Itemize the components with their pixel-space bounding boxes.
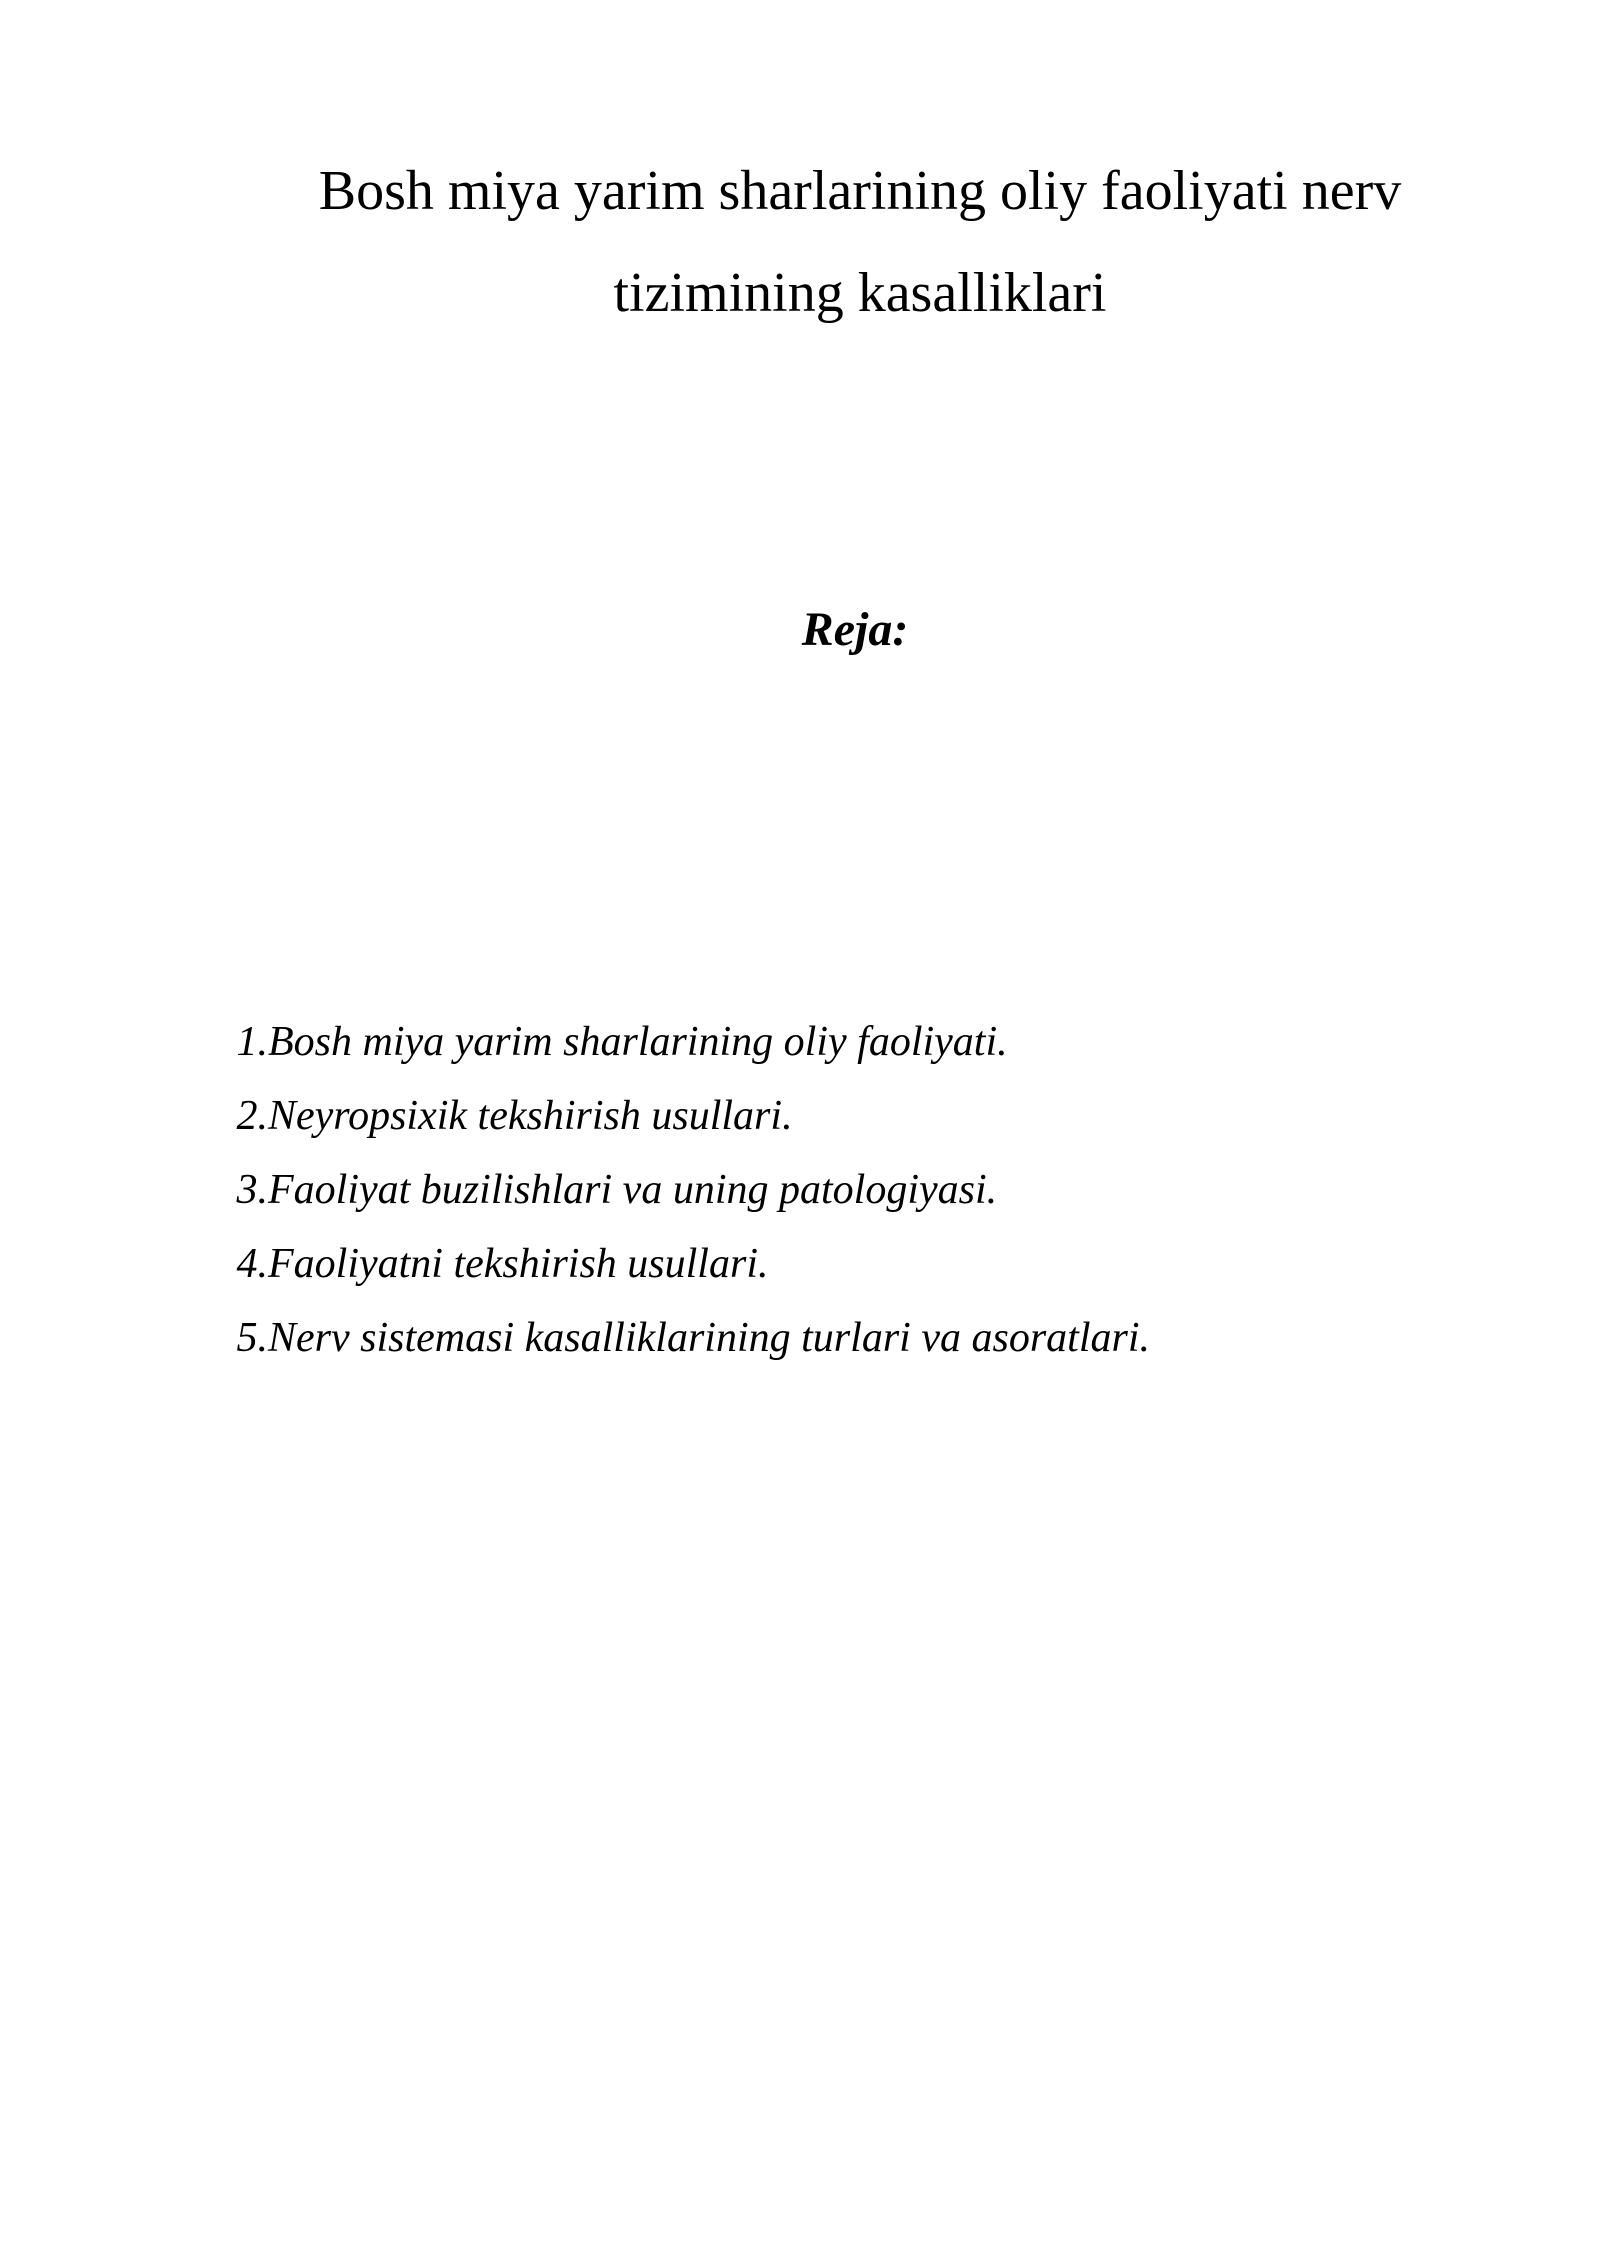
plan-heading: Reja: xyxy=(801,603,909,656)
list-item-text: Faoliyatni tekshirish usullari. xyxy=(268,1241,769,1287)
list-item-text: Nerv sistemasi kasalliklarining turlari va asoratlari. xyxy=(268,1315,1151,1361)
list-item-text: Neyropsixik tekshirish usullari. xyxy=(268,1093,793,1139)
document-title: Bosh miya yarim sharlarining oliy faoliyati nerv tizimining kasalliklari xyxy=(318,160,1402,324)
list-item-number: 1. xyxy=(236,1019,268,1065)
list-item xyxy=(228,1227,1150,1301)
list-item-number: 3. xyxy=(236,1167,268,1213)
list-item-number: 2. xyxy=(236,1093,268,1139)
list-item-text: Bosh miya yarim sharlarining oliy faoliyati. xyxy=(268,1019,1008,1065)
list-item xyxy=(228,1079,1150,1153)
list-item xyxy=(228,1153,1150,1227)
list-item xyxy=(228,1301,1150,1375)
list-item-number: 4. xyxy=(236,1241,268,1287)
list-item-number: 5. xyxy=(236,1315,268,1361)
list-item-text: Faoliyat buzilishlari va uning patologiyasi. xyxy=(268,1167,998,1213)
plan-list xyxy=(228,1005,1150,1375)
list-item xyxy=(228,1005,1150,1079)
